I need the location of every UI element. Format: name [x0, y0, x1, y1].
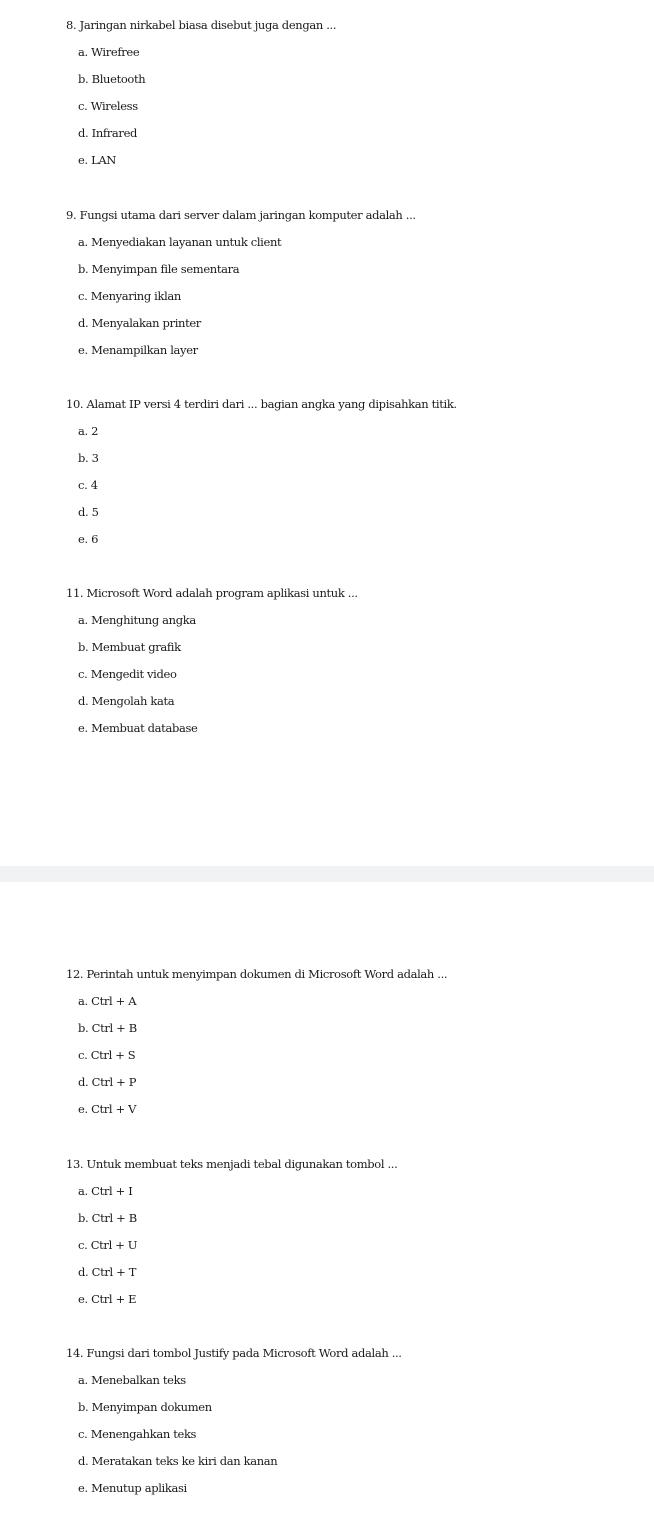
- question-14: [66, 1346, 646, 1508]
- option-c: c. Ctrl + S: [78, 1048, 136, 1062]
- option-a: a. Ctrl + I: [78, 1184, 133, 1198]
- option-a: a. 2: [78, 424, 99, 438]
- option-d: d. 5: [78, 505, 99, 519]
- option-a: a. Menyediakan layanan untuk client: [78, 235, 282, 249]
- option-c: c. Wireless: [78, 99, 138, 113]
- option-b: b. Menyimpan file sementara: [78, 262, 240, 276]
- answer-options: [66, 235, 646, 370]
- question-12: [66, 967, 646, 1129]
- option-d: d. Meratakan teks ke kiri dan kanan: [78, 1454, 278, 1468]
- option-c: c. Ctrl + U: [78, 1238, 138, 1252]
- question-text: 13. Untuk membuat teks menjadi tebal digunakan tombol ...: [66, 1157, 398, 1171]
- question-text: 8. Jaringan nirkabel biasa disebut juga dengan ...: [66, 18, 337, 32]
- question-text: 12. Perintah untuk menyimpan dokumen di Microsoft Word adalah ...: [66, 967, 448, 981]
- question-text: 10. Alamat IP versi 4 terdiri dari ... bagian angka yang dipisahkan titik.: [66, 397, 457, 411]
- question-10: [66, 397, 646, 559]
- option-b: b. Ctrl + B: [78, 1021, 137, 1035]
- option-e: e. LAN: [78, 153, 117, 167]
- question-9: [66, 208, 646, 370]
- option-c: c. Menengahkan teks: [78, 1427, 197, 1441]
- option-e: e. Membuat database: [78, 721, 198, 735]
- option-e: e. Ctrl + E: [78, 1292, 137, 1306]
- option-d: d. Infrared: [78, 126, 138, 140]
- question-text: 14. Fungsi dari tombol Justify pada Microsoft Word adalah ...: [66, 1346, 402, 1360]
- question-11: [66, 586, 646, 748]
- answer-options: [66, 424, 646, 559]
- option-d: d. Mengolah kata: [78, 694, 175, 708]
- question-8: [66, 18, 646, 180]
- option-b: b. Bluetooth: [78, 72, 146, 86]
- question-text: 9. Fungsi utama dari server dalam jaringan komputer adalah ...: [66, 208, 416, 222]
- option-c: c. Mengedit video: [78, 667, 177, 681]
- page-separator: [0, 866, 654, 882]
- option-a: a. Wirefree: [78, 45, 140, 59]
- option-a: a. Ctrl + A: [78, 994, 137, 1008]
- option-d: d. Ctrl + T: [78, 1265, 137, 1279]
- question-13: [66, 1157, 646, 1319]
- option-d: d. Ctrl + P: [78, 1075, 137, 1089]
- option-e: e. Ctrl + V: [78, 1102, 137, 1116]
- option-c: c. 4: [78, 478, 98, 492]
- option-e: e. 6: [78, 532, 99, 546]
- answer-options: [66, 45, 646, 180]
- question-text: 11. Microsoft Word adalah program aplikasi untuk ...: [66, 586, 358, 600]
- answer-options: [66, 994, 646, 1129]
- option-b: b. 3: [78, 451, 99, 465]
- option-a: a. Menghitung angka: [78, 613, 196, 627]
- option-a: a. Menebalkan teks: [78, 1373, 186, 1387]
- option-e: e. Menutup aplikasi: [78, 1481, 187, 1495]
- option-c: c. Menyaring iklan: [78, 289, 181, 303]
- answer-options: [66, 1373, 646, 1508]
- answer-options: [66, 613, 646, 748]
- answer-options: [66, 1184, 646, 1319]
- option-b: b. Ctrl + B: [78, 1211, 137, 1225]
- option-b: b. Menyimpan dokumen: [78, 1400, 212, 1414]
- option-b: b. Membuat grafik: [78, 640, 181, 654]
- option-e: e. Menampilkan layer: [78, 343, 198, 357]
- option-d: d. Menyalakan printer: [78, 316, 201, 330]
